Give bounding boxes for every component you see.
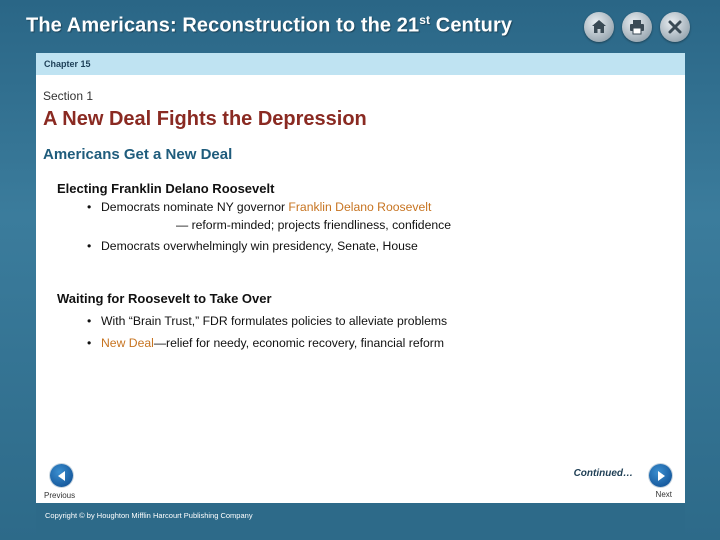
previous-label: Previous bbox=[44, 491, 76, 500]
arrow-right-icon bbox=[655, 470, 667, 482]
arrow-left-icon bbox=[56, 470, 68, 482]
bullet-brain-trust: • With “Brain Trust,” FDR formulates policies to alleviate problems bbox=[87, 314, 448, 328]
content-panel bbox=[36, 53, 685, 536]
continued-label: Continued… bbox=[573, 468, 633, 479]
heading-waiting-for-fdr: Waiting for Roosevelt to Take Over bbox=[57, 291, 272, 306]
print-icon[interactable] bbox=[622, 12, 652, 42]
bullet-continuation: — reform-minded; projects friendliness, confidence bbox=[176, 218, 452, 232]
bullet-char: • bbox=[87, 336, 92, 350]
key-term-new-deal: New Deal bbox=[101, 336, 154, 350]
chapter-label: Chapter 15 bbox=[36, 53, 685, 75]
previous-button[interactable] bbox=[50, 464, 73, 487]
next-label: Next bbox=[655, 490, 672, 499]
footer bbox=[36, 503, 685, 536]
key-term-fdr: Franklin Delano Roosevelt bbox=[288, 200, 432, 214]
bullet-democrats-win: • Democrats overwhelmingly win presidency, Senate, House bbox=[87, 239, 418, 253]
page-subtitle: Americans Get a New Deal bbox=[43, 146, 233, 163]
bullet-democrats-nominate: • Democrats nominate NY governor Franklin Delano Roosevelt bbox=[87, 200, 432, 214]
bullet-new-deal: • New Deal—relief for needy, economic recovery, financial reform bbox=[87, 336, 444, 350]
home-icon[interactable] bbox=[584, 12, 614, 42]
heading-electing-fdr: Electing Franklin Delano Roosevelt bbox=[57, 181, 275, 196]
bullet-char: • bbox=[87, 200, 92, 214]
section-label: Section 1 bbox=[43, 89, 94, 103]
app-title: The Americans: Reconstruction to the 21st Century bbox=[26, 13, 513, 37]
close-icon[interactable] bbox=[660, 12, 690, 42]
bullet-char: • bbox=[87, 239, 92, 253]
copyright-text: Copyright © by Houghton Mifflin Harcourt Publishing Company bbox=[45, 511, 253, 520]
page-title: A New Deal Fights the Depression bbox=[43, 108, 367, 130]
nav-icons bbox=[584, 12, 690, 42]
next-button[interactable] bbox=[649, 464, 672, 487]
bullet-char: • bbox=[87, 314, 92, 328]
